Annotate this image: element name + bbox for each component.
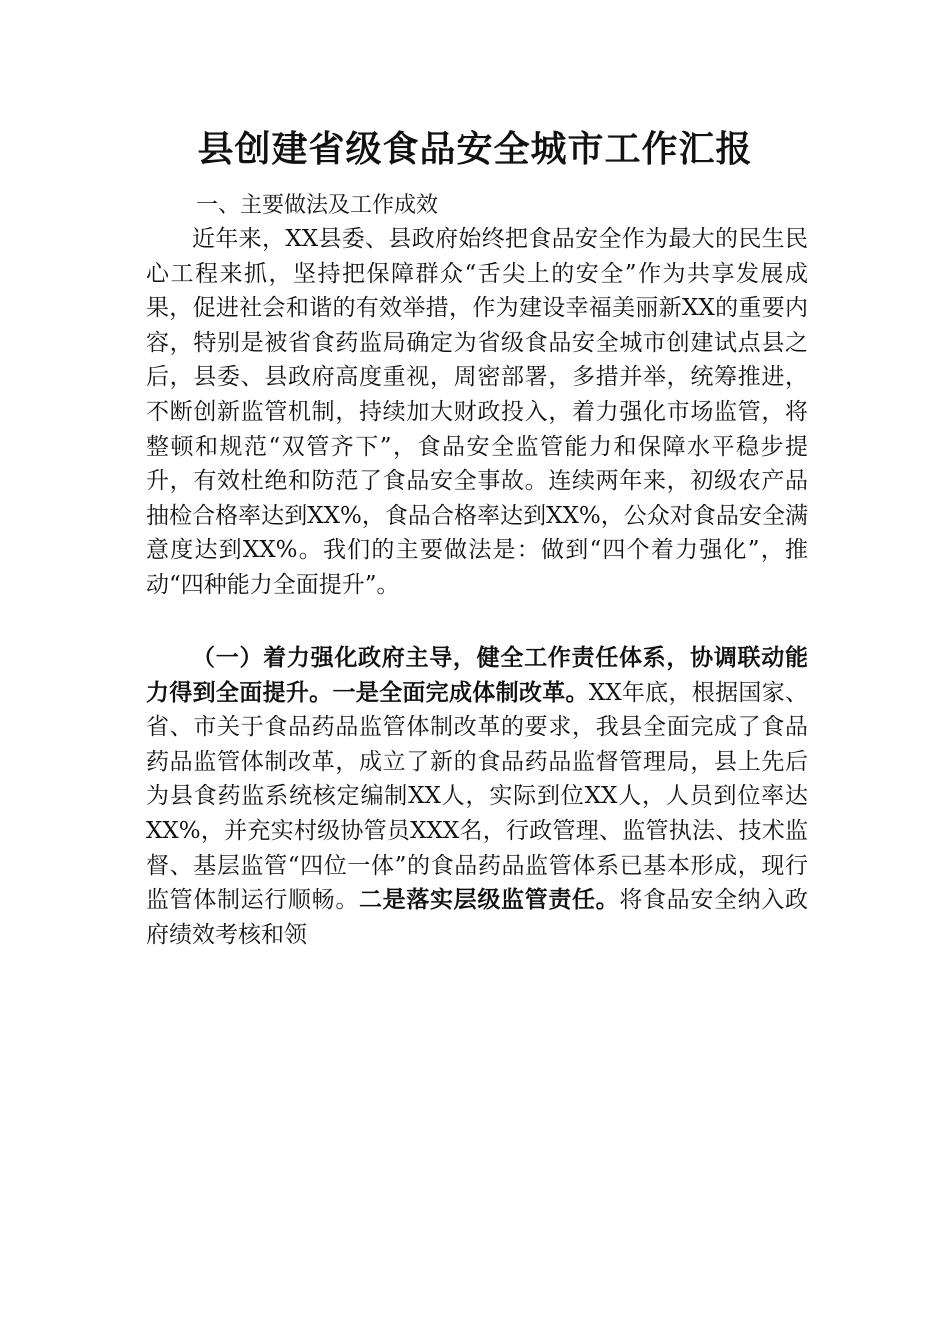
section-heading: 一、主要做法及工作成效 <box>196 193 439 218</box>
point1-heading: 一是全面完成体制改革。 <box>332 679 589 706</box>
point2-heading: 二是落实层级监管责任。 <box>359 887 620 914</box>
paragraph-lead-bold: （一）着力强化政府主导，健全工作责任体系，协调联动能力得到全面提升。 <box>146 645 808 706</box>
paragraph-government-leadership <box>146 641 808 952</box>
document-title: 县创建省级食品安全城市工作汇报 <box>197 128 753 170</box>
point1-text: XX年底，根据国家、省、市关于食品药品监管体制改革的要求，我县全面完成了食品药品监管体制改革，成立了新的食品药品监督管理局，县上先后为县食药监系统核定编制XX人，实际到位XX人，人员到位率达XX%，并充实村级协管员XXX名，行政管理、监管执法、技术监督、基层监管“四位一体”的食品药品监管体系已基本形成，现行监管体制运行顺畅。 <box>146 679 809 914</box>
point2-text: 将食品安全纳入政府绩效考核和领 <box>146 887 809 948</box>
paragraph-intro: 近年来，XX县委、县政府始终把食品安全作为最大的民生民心工程来抓，坚持把保障群众“舌尖上的安全”作为共享发展成果，促进社会和谐的有效举措，作为建设幸福美丽新XX的重要内容，特别是被省食药监局确定为省级食品安全城市创建试点县之后，县委、县政府高度重视，周密部署，多措并举，统筹推进，不断创新监管机制，持续加大财政投入，着力强化市场监管，将整顿和规范“双管齐下”，食品安全监管能力和保障水平稳步提升，有效杜绝和防范了食品安全事故。连续两年来，初级农产品抽检合格率达到XX%，食品合格率达到XX%，公众对食品安全满意度达到XX%。我们的主要做法是：做到“四个着力强化”，推动“四种能力全面提升”。 <box>146 226 808 598</box>
